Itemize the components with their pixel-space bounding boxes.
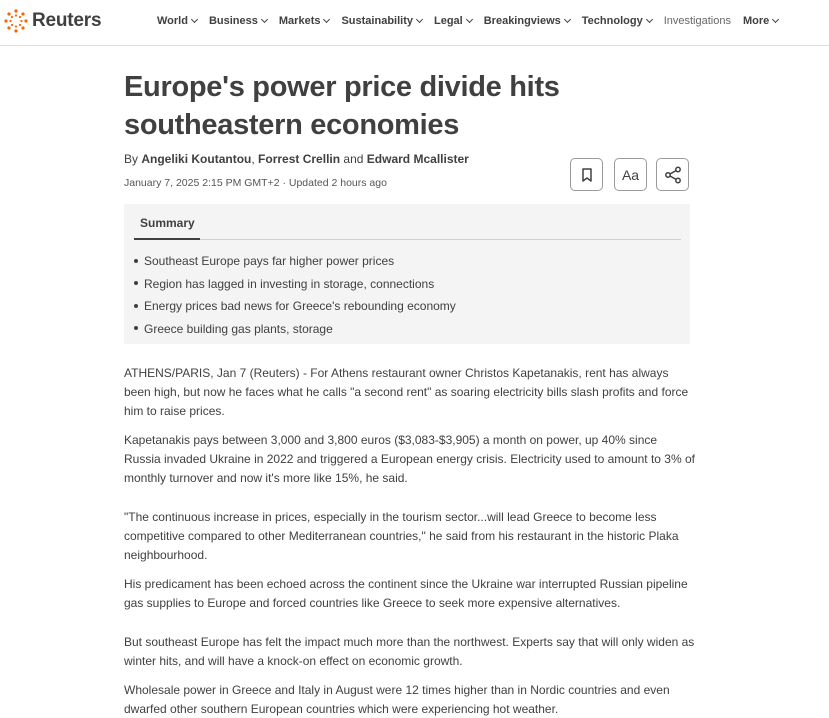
summary-item-text: Energy prices bad news for Greece's rebounding economy [144, 299, 456, 313]
nav-item-more[interactable] [743, 15, 778, 27]
nav-item-sustainability[interactable] [341, 15, 422, 27]
summary-item [134, 295, 456, 318]
nav-item-breakingviews[interactable] [484, 15, 570, 27]
summary-item-text: Southeast Europe pays far higher power prices [144, 254, 395, 268]
tab-summary[interactable]: Summary [140, 216, 195, 230]
summary-tab-indicator [134, 238, 200, 240]
nav-label: Breakingviews [483, 15, 561, 27]
nav-item-legal[interactable] [434, 15, 472, 27]
summary-item [134, 318, 456, 341]
author-link[interactable]: Angeliki Koutantou [141, 152, 252, 166]
font-size-label: Aa [621, 166, 640, 183]
nav-item-markets[interactable] [279, 15, 330, 27]
reuters-logo[interactable] [4, 9, 101, 33]
chevron-down-icon [564, 16, 571, 23]
chevron-down-icon [261, 16, 268, 23]
reuters-logo-icon [4, 9, 28, 33]
bookmark-icon [581, 168, 593, 182]
byline-and: and [343, 152, 364, 166]
nav-label: World [157, 15, 188, 27]
nav-label: Markets [278, 15, 321, 27]
nav-label: Sustainability [341, 15, 413, 27]
article-dateline: January 7, 2025 2:15 PM GMT+2 · Updated 2 hours ago [124, 177, 387, 189]
author-link[interactable]: Edward Mcallister [366, 152, 469, 166]
article-paragraph: His predicament has been echoed across the continent since the Ukraine war interrupted Russian pipeline gas supplies to Europe and forced countries like Greece to seek more expensive alternatives. [124, 577, 688, 610]
summary-item [134, 250, 456, 273]
article-headline: Europe's power price divide hits southeastern economies [124, 71, 560, 141]
bookmark-button[interactable] [570, 158, 603, 191]
article-paragraph: "The continuous increase in prices, especially in the tourism sector...will lead Greece to become less competitive compared to other Mediterranean countries," he said from his restaurant in the historic Plaka neighbourhood. [124, 510, 679, 562]
bullet-icon [134, 259, 138, 263]
main-nav [157, 15, 778, 27]
nav-item-world[interactable] [157, 15, 197, 27]
author-link[interactable]: Forrest Crellin [258, 152, 341, 166]
summary-item-text: Greece building gas plants, storage [144, 321, 333, 336]
nav-item-business[interactable] [209, 15, 267, 27]
article-paragraph: But southeast Europe has felt the impact much more than the northwest. Experts say that will only widen as winter hits, and will have a knock-on effect on economic growth. [124, 635, 695, 668]
summary-divider [134, 239, 681, 240]
nav-label: More [742, 15, 770, 27]
chevron-down-icon [646, 16, 653, 23]
article-paragraph: Wholesale power in Greece and Italy in August were 12 times higher than in Nordic countries and even dwarfed other southern European countries which were experiencing hot weather. [124, 683, 670, 716]
chevron-down-icon [466, 16, 473, 23]
nav-item-technology[interactable] [582, 15, 652, 27]
byline [124, 152, 469, 166]
chevron-down-icon [416, 16, 423, 23]
bullet-icon [134, 304, 138, 308]
chevron-down-icon [323, 16, 330, 23]
nav-label: Technology [581, 15, 643, 27]
byline-prefix: By [124, 152, 139, 166]
summary-item [134, 273, 456, 296]
nav-label: Investigations [663, 15, 731, 27]
chevron-down-icon [772, 16, 779, 23]
share-icon [664, 166, 682, 184]
brand-name: Reuters [32, 10, 102, 31]
article-paragraph: Kapetanakis pays between 3,000 and 3,800 euros ($3,083-$3,905) a month on power, up 40% since Russia invaded Ukraine in 2022 and triggered a European energy crisis. Electricity used to amount to 3% of monthly turnover and now it's more like 15%, he said. [124, 433, 695, 485]
bullet-icon [134, 281, 138, 285]
bullet-icon [134, 326, 138, 330]
nav-item-investigations[interactable] [664, 15, 731, 27]
share-button[interactable] [656, 158, 689, 191]
font-size-button[interactable] [614, 158, 647, 191]
site-header [0, 0, 829, 46]
chevron-down-icon [191, 16, 198, 23]
nav-label: Business [208, 15, 258, 27]
summary-item-text: Region has lagged in investing in storage, connections [144, 276, 435, 291]
byline-separator: , [251, 152, 255, 166]
article-paragraph: ATHENS/PARIS, Jan 7 (Reuters) - For Athens restaurant owner Christos Kapetanakis, rent has always been high, but now he faces what he calls "a second rent" as soaring electricity bills slash profits and force him to raise prices. [124, 366, 689, 418]
nav-label: Legal [434, 15, 463, 27]
summary-list [134, 250, 456, 340]
summary-box [124, 204, 690, 344]
